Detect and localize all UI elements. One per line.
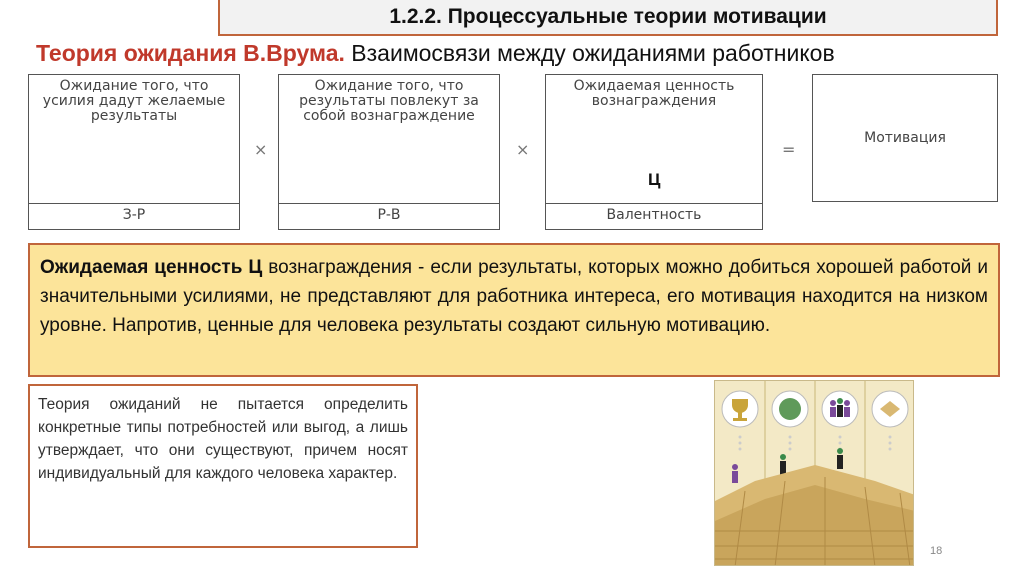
c-label: Ц bbox=[648, 170, 661, 189]
page-title: 1.2.2. Процессуальные теории мотивации bbox=[389, 5, 827, 28]
diagram-box-effort-result bbox=[28, 74, 240, 230]
motivation-label: Мотивация bbox=[864, 130, 946, 146]
subtitle-accent: Теория ожидания В.Врума. bbox=[36, 40, 345, 66]
diagram-box-top-text: Ожидаемая ценность вознаграждения bbox=[573, 78, 735, 109]
subtitle-rest: Взаимосвязи между ожиданиями работников bbox=[351, 40, 835, 66]
puzzle-illustration bbox=[714, 380, 914, 566]
people-icon bbox=[822, 391, 858, 427]
diagram-box-bottom-text: З-Р bbox=[122, 207, 146, 223]
valence-explanation-box bbox=[28, 243, 1000, 377]
valence-description: вознаграждения - если результаты, которых можно добиться хорошей работой и значительными усилиями, не представляют для работника интереса, его мотивация находится на низком уровне. Напротив, ценные для человека результаты создают сильную мотивацию. bbox=[40, 257, 988, 336]
valence-term: Ожидаемая ценность Ц bbox=[40, 257, 263, 278]
diagram-box-top-text: Ожидание того, что усилия дадут желаемые результаты bbox=[42, 78, 226, 124]
diagram-box-result-reward bbox=[278, 74, 500, 230]
puzzle-piece-icon bbox=[872, 391, 908, 427]
diagram-box-valence bbox=[545, 74, 763, 230]
theory-note-box bbox=[28, 384, 418, 548]
theory-note-text: Теория ожиданий не пытается определить конкретные типы потребностей или выгод, а лишь утверждает, что они существуют, причем носят индивидуальный для каждого человека характер. bbox=[38, 396, 408, 482]
page-number: 18 bbox=[930, 545, 943, 557]
title-bar bbox=[218, 0, 998, 36]
diagram-box-divider bbox=[29, 203, 239, 204]
multiply-symbol: × bbox=[516, 140, 530, 159]
diagram-box-top-text: Ожидание того, что результаты повлекут за собой вознаграждение bbox=[299, 78, 479, 124]
trophy-icon bbox=[722, 391, 758, 427]
diagram-box-bottom-text: Валентность bbox=[606, 207, 702, 223]
puzzle-illustration-graphic bbox=[715, 381, 914, 566]
diagram-box-bottom-text: Р-В bbox=[377, 207, 401, 223]
diagram-box-motivation bbox=[812, 74, 998, 202]
subtitle bbox=[36, 40, 835, 67]
money-icon bbox=[772, 391, 808, 427]
multiply-symbol: × bbox=[254, 140, 268, 159]
diagram-box-divider bbox=[546, 203, 762, 204]
diagram-box-divider bbox=[279, 203, 499, 204]
equals-symbol: = bbox=[782, 140, 796, 159]
